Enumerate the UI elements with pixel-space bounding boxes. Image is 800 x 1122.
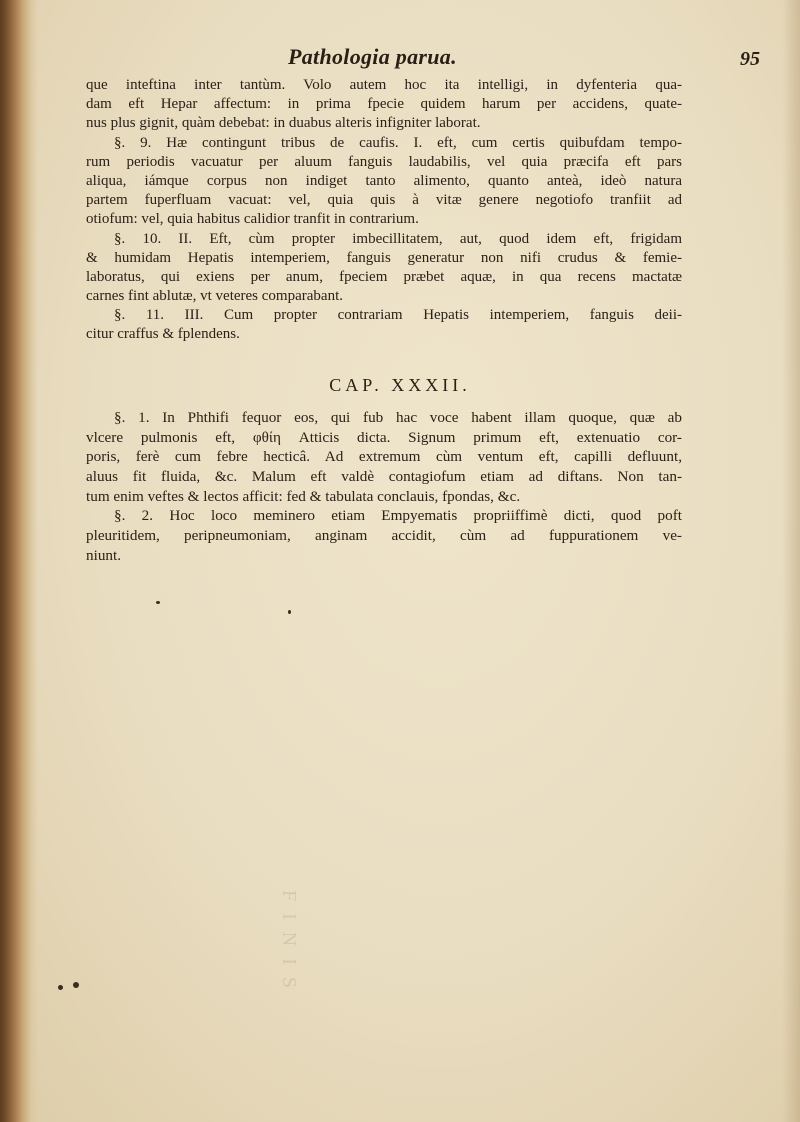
page-header	[60, 40, 778, 74]
text-line: aliqua, iámque corpus non indiget tanto alimento, quanto anteà, ideò natura	[86, 172, 682, 189]
text-line: rum periodis vacuatur per aluum fanguis laudabilis, vel quia præcifa eft pars	[86, 153, 682, 170]
text-line: laboratus, qui exiens per anum, fpeciem præbet aquæ, in qua recens mactatæ	[86, 268, 682, 285]
ink-speck	[73, 982, 79, 988]
text-line: vlcere pulmonis eft, φθίη Atticis dicta. Signum primum eft, extenuatio cor-	[86, 428, 682, 446]
text-line: §. 2. Hoc loco meminero etiam Empyematis propriiffimè dicti, quod poft	[114, 507, 682, 525]
ink-speck	[156, 601, 160, 604]
text-line: partem fuperfluam vacuat: vel, quia quis à vitæ genere negotiofo tranfiit ad	[86, 192, 682, 209]
text-line: §. 10. II. Eft, cùm propter imbecillitatem, aut, quod idem eft, frigidam	[114, 230, 682, 247]
text-line: §. 1. In Phthifi fequor eos, qui fub hac voce habent illam quoque, quæ ab	[114, 409, 682, 426]
text-line: dam eft Hepar affectum: in prima fpecie quidem harum per accidens, quate-	[86, 96, 682, 113]
page-edge-shadow	[782, 0, 800, 1122]
text-line: §. 9. Hæ contingunt tribus de caufis. I. eft, cum certis quibufdam tempo-	[114, 134, 682, 151]
text-line: §. 11. III. Cum propter contrariam Hepatis intemperiem, fanguis deii-	[114, 307, 682, 324]
text-line: tum enim veftes & lectos afficit: fed & tabulata conclauis, fpondas, &c.	[86, 487, 521, 505]
page-number: 95	[740, 48, 760, 70]
text-line: que inteftina inter tantùm. Volo autem hoc ita intelligi, in dyfenteria qua-	[86, 77, 682, 93]
ink-speck	[288, 610, 291, 614]
running-title: Pathologia parua.	[288, 44, 457, 69]
show-through-ghost-text: FINIS	[278, 890, 300, 1001]
text-line: niunt.	[86, 546, 122, 564]
text-line: citur craffus & fplendens.	[86, 326, 240, 343]
chapter-heading: CAP. XXXII.	[329, 375, 471, 395]
text-line: nus plus gignit, quàm debebat: in duabus alteris infigniter laborat.	[86, 115, 481, 132]
text-line: carnes fint ablutæ, vt veteres comparabant.	[86, 288, 343, 305]
text-line: otiofum: vel, quia habitus calidior tranfit in contrarium.	[86, 211, 419, 228]
text-line: & humidam Hepatis intemperiem, fanguis generatur non nifi crudus & femie-	[86, 249, 682, 266]
book-binding-shadow	[0, 0, 38, 1122]
ink-speck	[58, 985, 63, 990]
text-line: pleuritidem, peripneumoniam, anginam accidit, cùm ad fuppurationem ve-	[86, 527, 682, 545]
text-block-1	[86, 76, 682, 345]
text-line: poris, ferè cum febre hecticâ. Ad extremum cùm ventum eft, capilli defluunt,	[86, 448, 682, 466]
text-line: aluus fit fluida, &c. Malum eft valdè contagiofum etiam ad diftans. Non tan-	[86, 468, 682, 486]
text-block-2	[86, 408, 682, 566]
